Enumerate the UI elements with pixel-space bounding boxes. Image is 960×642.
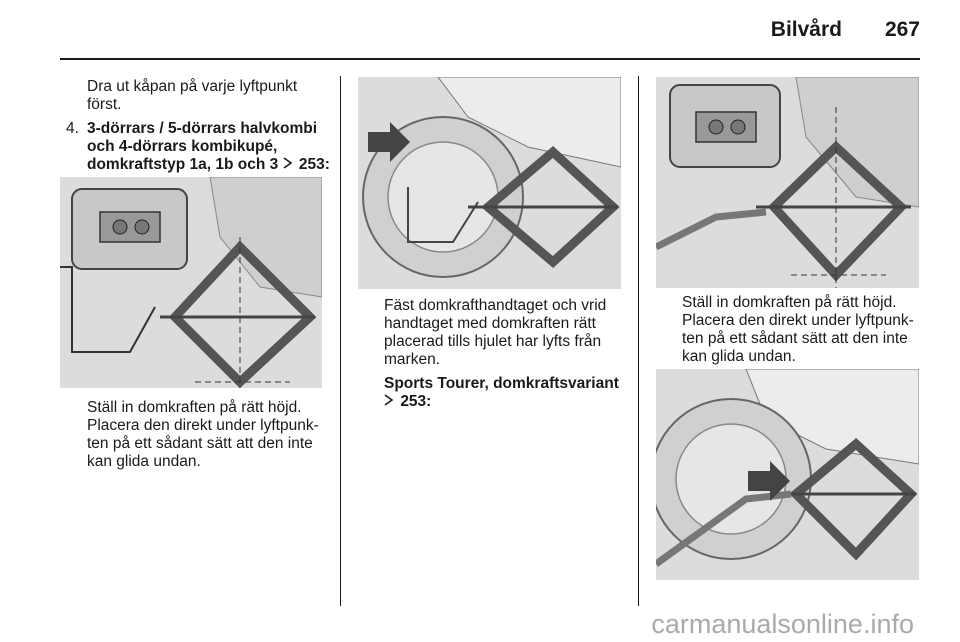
caption-line: Placera den direkt under lyftpunk- (87, 417, 319, 434)
page-number: 267 (884, 18, 920, 41)
column-divider-1 (340, 76, 341, 606)
page-reference-arrow-icon (283, 156, 295, 175)
page-reference[interactable]: 253: (298, 156, 330, 173)
caption-line: kan glida undan. (682, 348, 796, 365)
intro-line: först. (87, 96, 122, 113)
column-divider-2 (638, 76, 639, 606)
page-reference[interactable]: 253: (400, 393, 432, 410)
step-heading-line: och 4-dörrars kombikupé, (87, 138, 278, 155)
jack-placement-illustration (60, 177, 322, 388)
step-heading-line (87, 156, 330, 175)
section-title: Bilvård (770, 18, 842, 41)
jack-crank-illustration (358, 77, 621, 289)
caption-line: Fäst domkrafthandtaget och vrid (384, 297, 607, 314)
intro-line: Dra ut kåpan på varje lyftpunkt (87, 78, 298, 95)
header-rule (60, 58, 920, 60)
subheading-line (384, 393, 431, 412)
caption-line: kan glida undan. (87, 453, 201, 470)
jack-crank-illustration-sports-tourer (656, 369, 919, 580)
step-heading-line: 3-dörrars / 5-dörrars halvkombi (87, 120, 317, 137)
caption-line: marken. (384, 351, 440, 368)
caption-line: handtaget med domkraften rätt (384, 315, 596, 332)
caption-line: Ställ in domkraften på rätt höjd. (87, 399, 302, 416)
page-reference-arrow-icon (384, 393, 396, 412)
subheading-line: Sports Tourer, domkraftsvariant (384, 375, 619, 392)
caption-line: placerad tills hjulet har lyfts från (384, 333, 602, 350)
caption-line: ten på ett sådant sätt att den inte (682, 330, 908, 347)
caption-line: ten på ett sådant sätt att den inte (87, 435, 313, 452)
caption-line: Ställ in domkraften på rätt höjd. (682, 294, 897, 311)
caption-line: Placera den direkt under lyftpunk- (682, 312, 914, 329)
step-heading-text: domkraftstyp 1a, 1b och 3 (87, 156, 279, 173)
jack-placement-illustration-sports-tourer (656, 77, 919, 288)
step-number: 4. (66, 120, 79, 137)
watermark: carmanualsonline.info (651, 609, 914, 639)
